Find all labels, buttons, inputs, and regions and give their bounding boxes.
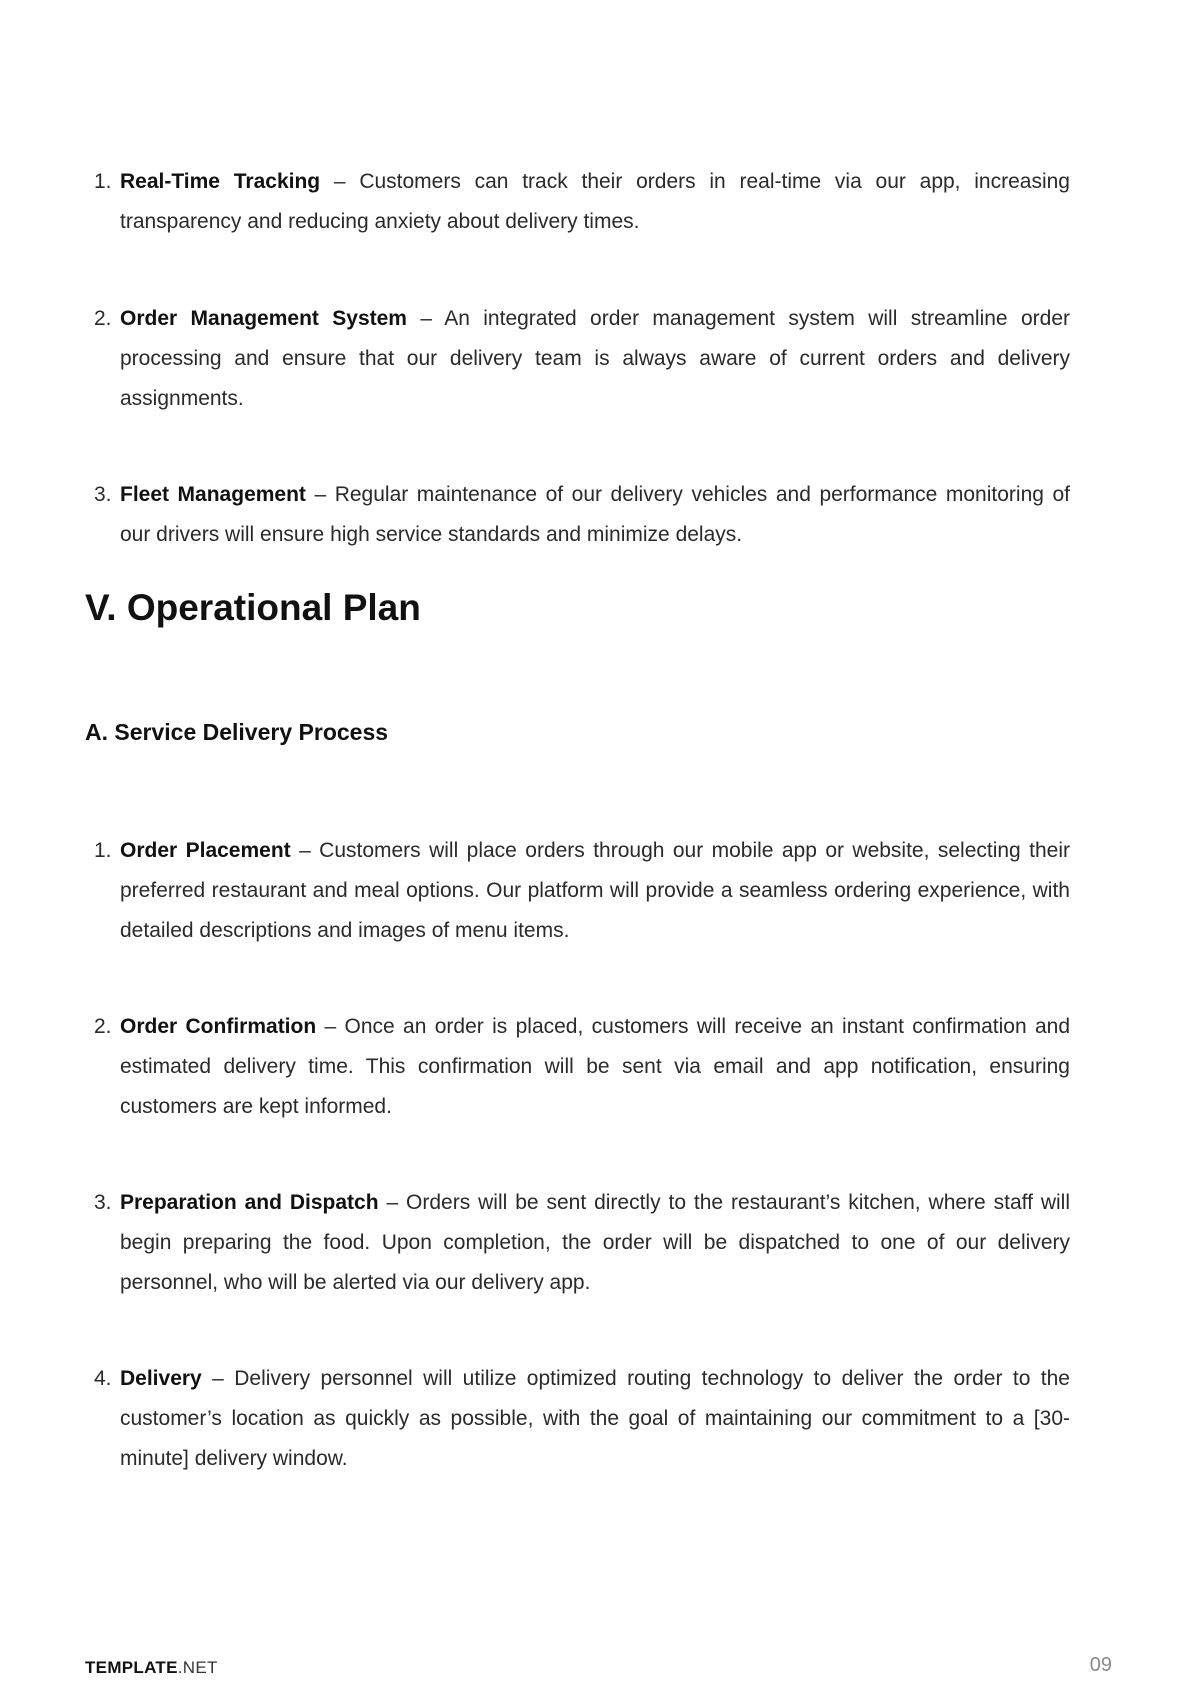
template-net-logo[interactable] bbox=[85, 1658, 218, 1678]
list-item bbox=[85, 299, 1070, 419]
list-item-title: Order Confirmation bbox=[120, 1015, 317, 1038]
list-item-title: Delivery bbox=[120, 1367, 202, 1390]
list-item-title: Real-Time Tracking bbox=[120, 170, 321, 193]
list-item-text: – Customers will place orders through our mobile app or website, selecting their preferred restaurant and meal options. Our platform will provide a seamless ordering experience, with detailed descriptions and images of menu items. bbox=[120, 839, 1071, 942]
logo-strong-text: TEMPLATE bbox=[85, 1658, 178, 1677]
logo-light-text: .NET bbox=[177, 1658, 218, 1677]
list-item-text: – An integrated order management system will streamline order processing and ensure that our delivery team is always aware of current orders and delivery assignments. bbox=[120, 307, 1070, 410]
feature-list bbox=[85, 162, 1070, 555]
list-item bbox=[85, 831, 1070, 951]
list-item-number: 3. bbox=[94, 1191, 112, 1214]
list-item-text: – Orders will be sent directly to the restaurant’s kitchen, where staff will begin preparing the food. Upon completion, the order will be dispatched to one of our delivery personnel, who will be alerted via our delivery app. bbox=[120, 1191, 1071, 1294]
list-item-title: Fleet Management bbox=[120, 483, 306, 506]
list-item-title: Order Placement bbox=[120, 839, 291, 862]
list-item-text: – Regular maintenance of our delivery vehicles and performance monitoring of our drivers will ensure high service standards and minimize delays. bbox=[120, 483, 1070, 546]
list-item-text: – Customers can track their orders in real-time via our app, increasing transparency and reducing anxiety about delivery times. bbox=[120, 170, 1070, 233]
list-item-number: 1. bbox=[94, 839, 112, 862]
list-item-number: 2. bbox=[94, 307, 112, 330]
list-item-text: – Once an order is placed, customers will receive an instant confirmation and estimated delivery time. This confirmation will be sent via email and app notification, ensuring customers are kept informed. bbox=[120, 1015, 1070, 1118]
list-item-number: 4. bbox=[94, 1367, 112, 1390]
page-number: 09 bbox=[1089, 1654, 1112, 1676]
list-item-number: 3. bbox=[94, 483, 112, 506]
section-heading: V. Operational Plan bbox=[85, 587, 421, 628]
subsection-heading: A. Service Delivery Process bbox=[85, 719, 389, 745]
list-item bbox=[85, 1359, 1070, 1479]
list-item-number: 2. bbox=[94, 1015, 112, 1038]
list-item bbox=[85, 1183, 1070, 1303]
list-item-text: – Delivery personnel will utilize optimized routing technology to deliver the order to the customer’s location as quickly as possible, with the goal of maintaining our commitment to a [30-minute] delivery window. bbox=[120, 1367, 1070, 1470]
list-item bbox=[85, 162, 1070, 242]
list-item-title: Order Management System bbox=[120, 307, 407, 330]
list-item bbox=[85, 1007, 1070, 1127]
list-item-number: 1. bbox=[94, 170, 112, 193]
list-item bbox=[85, 475, 1070, 555]
process-steps-list bbox=[85, 831, 1070, 1535]
list-item-title: Preparation and Dispatch bbox=[120, 1191, 379, 1214]
